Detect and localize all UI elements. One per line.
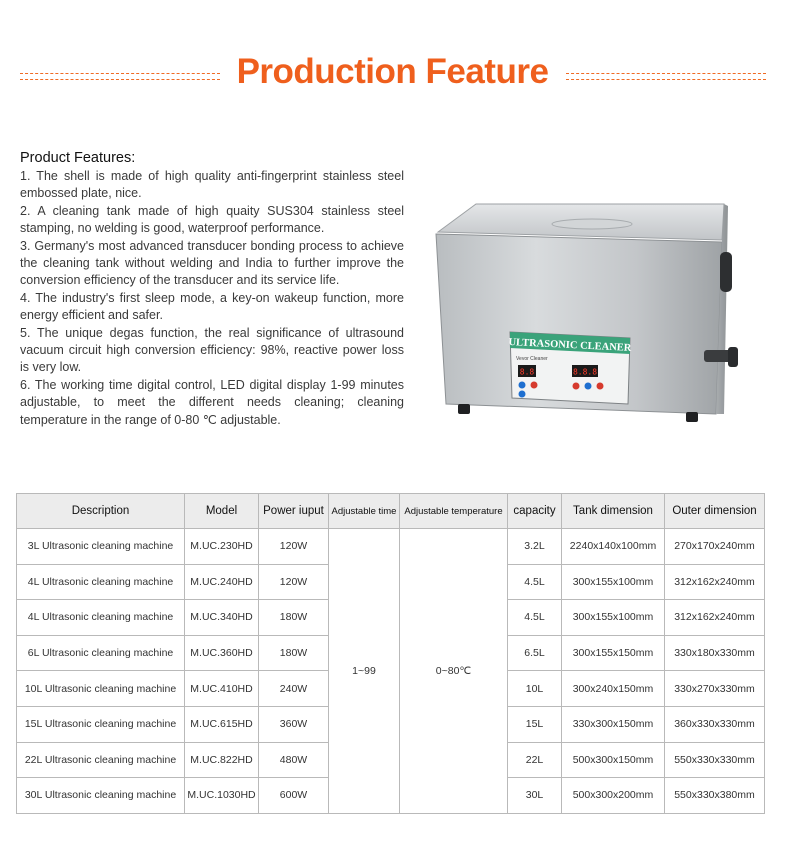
button-icon: [573, 383, 580, 390]
cell-model: M.UC.340HD: [185, 600, 259, 636]
cell-capacity: 22L: [508, 742, 562, 778]
cell-tank-dimension: 500x300x150mm: [562, 742, 665, 778]
cell-power: 240W: [259, 671, 329, 707]
cell-model: M.UC.360HD: [185, 635, 259, 671]
cell-outer-dimension: 312x162x240mm: [665, 600, 765, 636]
feature-item: 1. The shell is made of high quality anti-fingerprint stainless steel embossed plate, nice.: [20, 169, 404, 201]
column-header-adjustable-temperature: Adjustable temperature: [400, 494, 508, 529]
button-icon: [519, 391, 526, 398]
column-header-adjustable-time: Adjustable time: [329, 494, 400, 529]
cell-capacity: 4.5L: [508, 564, 562, 600]
cell-capacity: 10L: [508, 671, 562, 707]
column-header-outer-dimension: Outer dimension: [665, 494, 765, 529]
temperature-display: 8.8.8: [572, 367, 598, 377]
cell-tank-dimension: 330x300x150mm: [562, 706, 665, 742]
cell-description: 10L Ultrasonic cleaning machine: [17, 671, 185, 707]
column-header-model: Model: [185, 494, 259, 529]
specification-table: [16, 493, 765, 814]
product-image: [424, 192, 754, 452]
cell-adjustable-temperature: 0~80℃: [400, 529, 508, 814]
cell-power: 480W: [259, 742, 329, 778]
cell-tank-dimension: 2240x140x100mm: [562, 529, 665, 565]
column-header-tank-dimension: Tank dimension: [562, 494, 665, 529]
handle-icon: [720, 252, 732, 292]
cell-tank-dimension: 500x300x200mm: [562, 778, 665, 814]
foot-icon: [458, 404, 470, 414]
table-header-row: [17, 494, 765, 529]
decorative-rule-right: [566, 73, 766, 81]
features-heading: Product Features:: [20, 150, 136, 166]
feature-item: 5. The unique degas function, the real significance of ultrasound vacuum circuit high conversion efficiency: 98%, reactive power loss is very low.: [20, 325, 404, 375]
column-header-capacity: capacity: [508, 494, 562, 529]
column-header-description: Description: [17, 494, 185, 529]
feature-item: 2. A cleaning tank made of high quaity SUS304 stainless steel stamping, no welding is good, waterproof performance.: [20, 203, 404, 236]
column-header-power: Power iuput: [259, 494, 329, 529]
ultrasonic-cleaner-illustration: [424, 192, 754, 452]
cell-model: M.UC.822HD: [185, 742, 259, 778]
cell-description: 4L Ultrasonic cleaning machine: [17, 564, 185, 600]
cell-description: 22L Ultrasonic cleaning machine: [17, 742, 185, 778]
cell-outer-dimension: 330x180x330mm: [665, 635, 765, 671]
foot-icon: [686, 412, 698, 422]
cell-outer-dimension: 550x330x380mm: [665, 778, 765, 814]
cell-capacity: 3.2L: [508, 529, 562, 565]
cell-model: M.UC.1030HD: [185, 778, 259, 814]
cell-tank-dimension: 300x155x150mm: [562, 635, 665, 671]
cell-outer-dimension: 330x270x330mm: [665, 671, 765, 707]
cell-power: 180W: [259, 600, 329, 636]
cell-adjustable-time: 1~99: [329, 529, 400, 814]
table-row: [17, 529, 765, 565]
feature-item: 6. The working time digital control, LED digital display 1-99 minutes adjustable, to meet the different needs cleaning; cleaning temperature in the range of 0-80 ℃ adjustable.: [20, 377, 404, 427]
cell-model: M.UC.615HD: [185, 706, 259, 742]
feature-item: 3. Germany's most advanced transducer bonding process to achieve the cleaning tank without welding and India to further improve the conversion efficiency of the transducer and its service life.: [20, 238, 404, 288]
cell-model: M.UC.230HD: [185, 529, 259, 565]
cell-tank-dimension: 300x155x100mm: [562, 600, 665, 636]
cell-tank-dimension: 300x240x150mm: [562, 671, 665, 707]
cell-power: 120W: [259, 529, 329, 565]
section-header: [0, 52, 790, 102]
cell-outer-dimension: 360x330x330mm: [665, 706, 765, 742]
cell-capacity: 30L: [508, 778, 562, 814]
panel-label: ULTRASONIC CLEANER: [508, 336, 632, 354]
cell-power: 180W: [259, 635, 329, 671]
cell-power: 120W: [259, 564, 329, 600]
time-display: 8.8: [519, 367, 535, 377]
page-title: Production Feature: [236, 52, 549, 91]
cell-tank-dimension: 300x155x100mm: [562, 564, 665, 600]
cell-description: 30L Ultrasonic cleaning machine: [17, 778, 185, 814]
button-icon: [585, 383, 592, 390]
cell-outer-dimension: 550x330x330mm: [665, 742, 765, 778]
button-icon: [531, 382, 538, 389]
button-icon: [519, 382, 526, 389]
cell-capacity: 15L: [508, 706, 562, 742]
cell-description: 3L Ultrasonic cleaning machine: [17, 529, 185, 565]
cell-outer-dimension: 312x162x240mm: [665, 564, 765, 600]
cell-outer-dimension: 270x170x240mm: [665, 529, 765, 565]
cell-description: 6L Ultrasonic cleaning machine: [17, 635, 185, 671]
button-icon: [597, 383, 604, 390]
brand-label: Vevor Cleaner: [516, 356, 548, 362]
cell-capacity: 4.5L: [508, 600, 562, 636]
feature-item: 4. The industry's first sleep mode, a key-on wakeup function, more energy efficient and safer.: [20, 290, 404, 323]
cell-model: M.UC.410HD: [185, 671, 259, 707]
cell-power: 600W: [259, 778, 329, 814]
control-panel: [508, 332, 632, 404]
decorative-rule-left: [20, 73, 220, 81]
cell-capacity: 6.5L: [508, 635, 562, 671]
cell-description: 4L Ultrasonic cleaning machine: [17, 600, 185, 636]
product-features: [20, 148, 404, 429]
cell-model: M.UC.240HD: [185, 564, 259, 600]
cell-description: 15L Ultrasonic cleaning machine: [17, 706, 185, 742]
cell-power: 360W: [259, 706, 329, 742]
